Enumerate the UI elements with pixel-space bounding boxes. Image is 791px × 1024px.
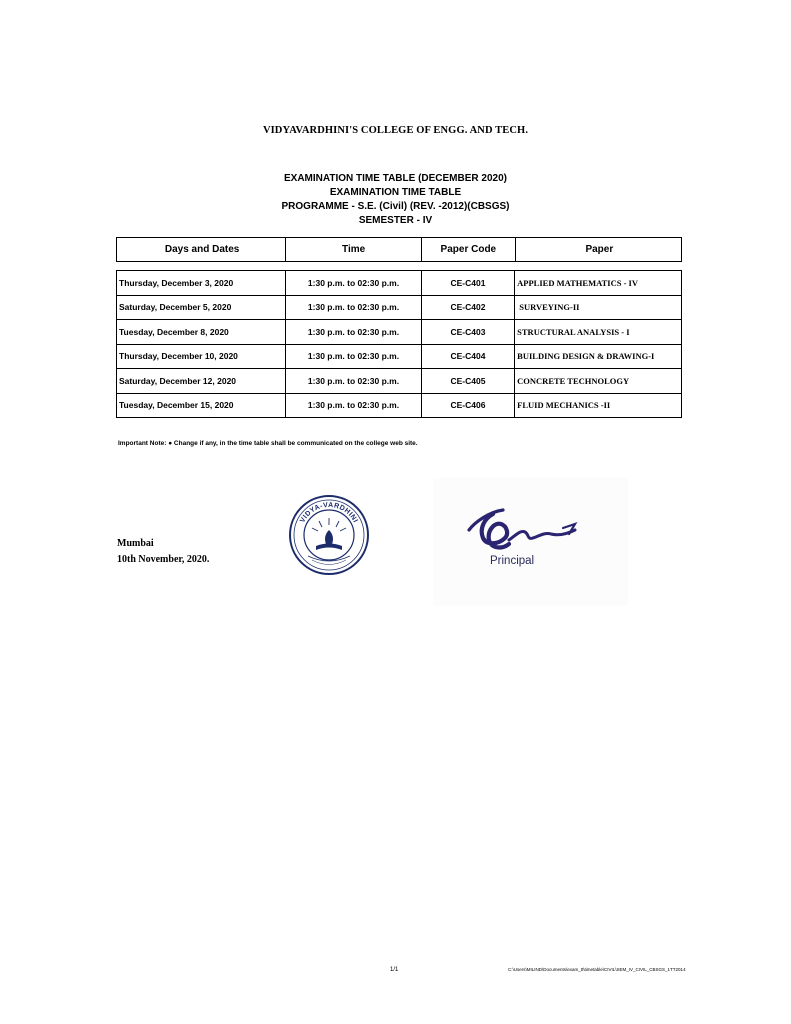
- issue-date: 10th November, 2020.: [117, 554, 210, 565]
- place-and-date: [117, 536, 209, 568]
- college-name: VIDYAVARDHINI'S COLLEGE OF ENGG. AND TECH.: [262, 125, 529, 136]
- row-code: CE-C402: [421, 295, 514, 320]
- file-path: C:\Users\MILIND\Documents\exam_tt\timetable\CIVIL\SEM_IV_CIVIL_CBSGS_1TT2014: [508, 967, 686, 972]
- row-paper: STRUCTURAL ANALYSIS - I: [515, 320, 682, 345]
- row-paper: APPLIED MATHEMATICS - IV: [515, 271, 682, 296]
- row-date: Tuesday, December 8, 2020: [117, 320, 286, 345]
- row-paper: SURVEYING-II: [515, 295, 682, 320]
- row-time: 1:30 p.m. to 02:30 p.m.: [286, 344, 422, 369]
- row-code: CE-C405: [421, 369, 514, 394]
- row-paper: CONCRETE TECHNOLOGY: [515, 369, 682, 394]
- row-date: Saturday, December 5, 2020: [117, 295, 286, 320]
- seal-text: VIDYA-VARDHINI: [299, 501, 359, 525]
- programme-heading: PROGRAMME - S.E. (Civil) (REV. -2012)(CBSGS): [281, 201, 510, 212]
- row-paper: FLUID MECHANICS -II: [515, 393, 682, 418]
- column-header-paper: Paper: [515, 238, 681, 262]
- row-code: CE-C404: [421, 344, 514, 369]
- row-paper: BUILDING DESIGN & DRAWING-I: [515, 344, 682, 369]
- table-row: [117, 344, 682, 369]
- timetable-header: [116, 237, 682, 262]
- row-code: CE-C406: [421, 393, 514, 418]
- place: Mumbai: [117, 538, 154, 549]
- table-row: [117, 369, 682, 394]
- row-time: 1:30 p.m. to 02:30 p.m.: [286, 271, 422, 296]
- table-row: [117, 320, 682, 345]
- row-code: CE-C401: [421, 271, 514, 296]
- row-date: Thursday, December 3, 2020: [117, 271, 286, 296]
- row-date: Saturday, December 12, 2020: [117, 369, 286, 394]
- row-time: 1:30 p.m. to 02:30 p.m.: [286, 369, 422, 394]
- semester-heading: SEMESTER - IV: [358, 215, 433, 226]
- row-time: 1:30 p.m. to 02:30 p.m.: [286, 295, 422, 320]
- table-row: [117, 271, 682, 296]
- principal-signature-icon: [455, 500, 595, 560]
- principal-label: Principal: [490, 555, 535, 567]
- page-number: 1/1: [390, 967, 399, 973]
- column-header-time: Time: [286, 238, 422, 262]
- row-date: Thursday, December 10, 2020: [117, 344, 286, 369]
- exam-subtitle: EXAMINATION TIME TABLE: [329, 187, 462, 198]
- row-date: Tuesday, December 15, 2020: [117, 393, 286, 418]
- row-time: 1:30 p.m. to 02:30 p.m.: [286, 393, 422, 418]
- timetable: [116, 270, 682, 418]
- column-header-days: Days and Dates: [117, 238, 286, 262]
- table-row: [117, 295, 682, 320]
- row-code: CE-C403: [421, 320, 514, 345]
- column-header-code: Paper Code: [421, 238, 515, 262]
- row-time: 1:30 p.m. to 02:30 p.m.: [286, 320, 422, 345]
- table-row: [117, 393, 682, 418]
- exam-title: EXAMINATION TIME TABLE (DECEMBER 2020): [284, 173, 507, 184]
- college-seal-icon: [288, 494, 370, 576]
- important-note: Important Note: ● Change if any, in the time table shall be communicated on the college web site.: [118, 440, 418, 447]
